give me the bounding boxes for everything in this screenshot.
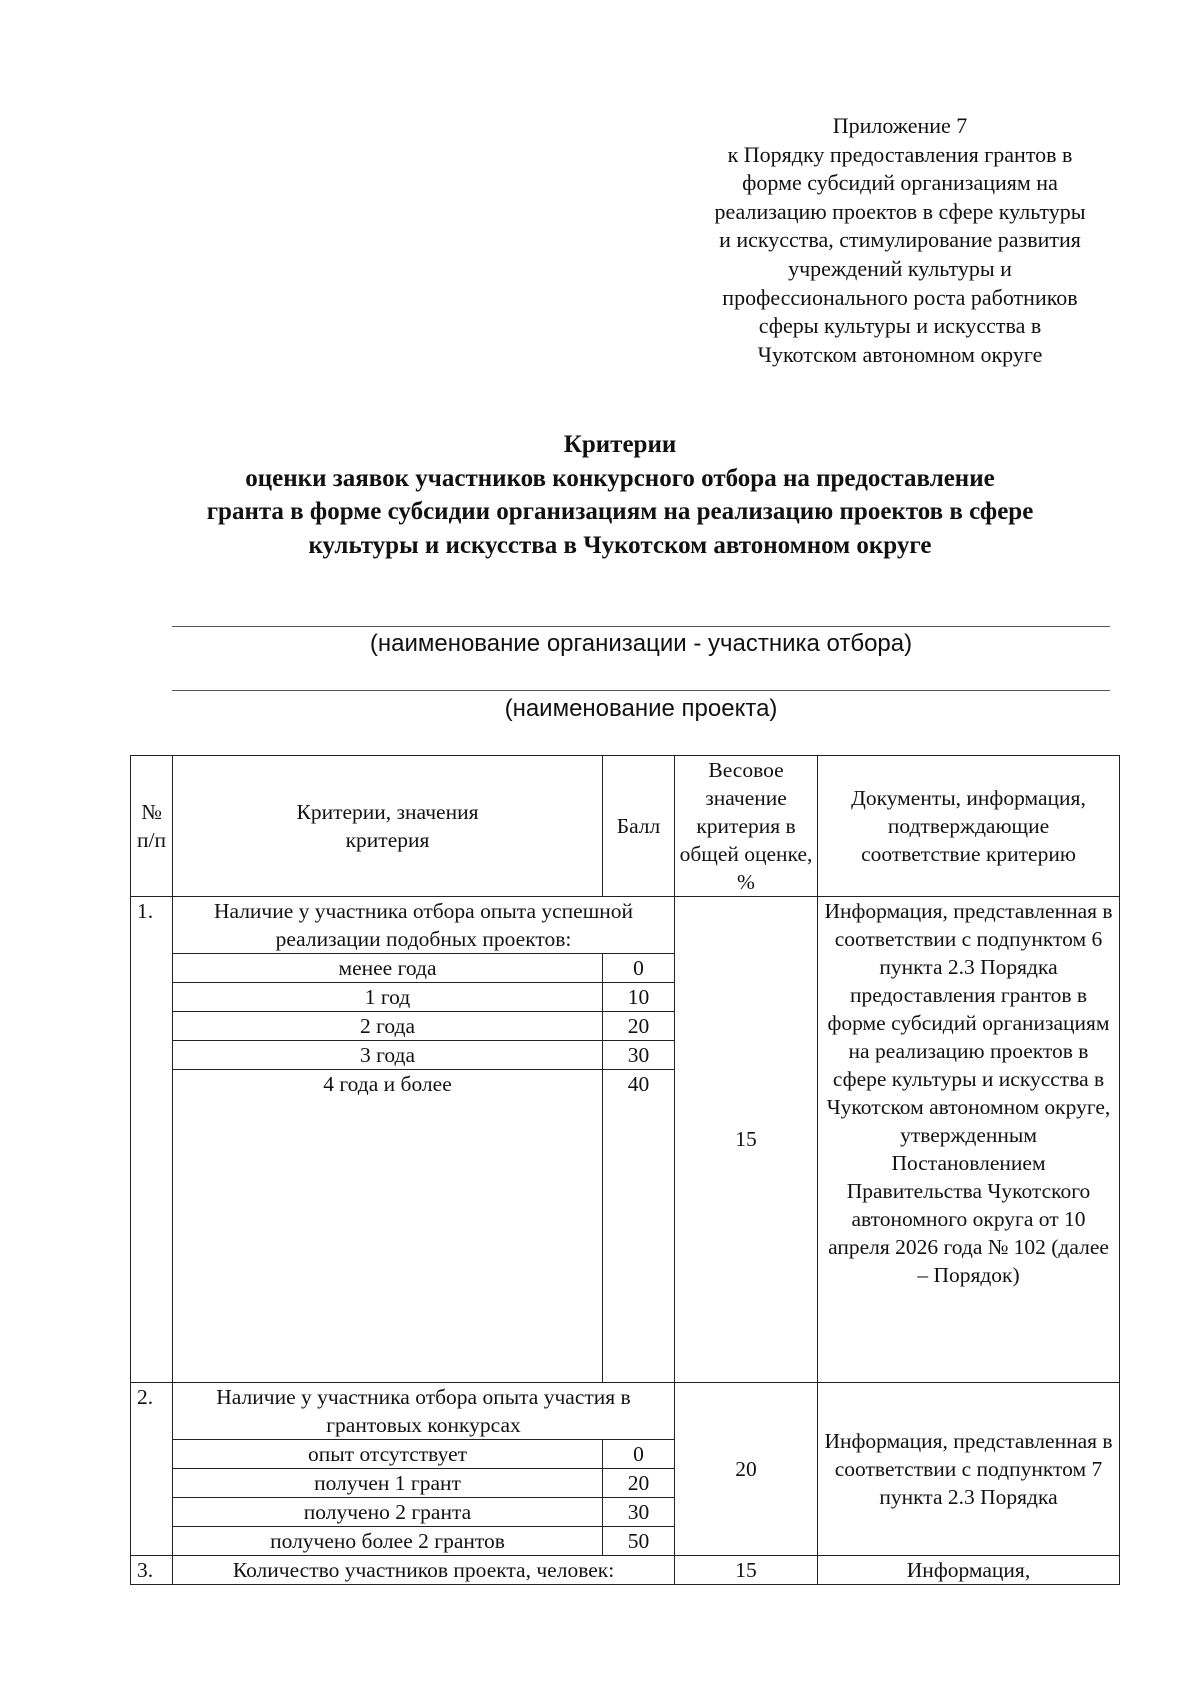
criterion-weight: 15 bbox=[675, 1555, 818, 1584]
option-label: менее года bbox=[173, 954, 603, 983]
option-score: 30 bbox=[603, 1497, 675, 1526]
option-score: 30 bbox=[603, 1041, 675, 1070]
appendix-line: профессионального роста работников bbox=[722, 284, 1078, 310]
option-score: 0 bbox=[603, 1439, 675, 1468]
criterion-documents: Информация, представленная в соответствии с подпунктом 6 пункта 2.3 Порядка предоставления грантов в форме субсидий организациям на реализацию проектов в сфере культуры и искусства в Чукотском автономном округе, утвержденным Постановлением Правительства Чукотского автономного округа от 10 апреля 2026 года № 102 (далее – Порядок) bbox=[818, 897, 1120, 1383]
criterion-weight: 20 bbox=[675, 1382, 818, 1555]
title-line: оценки заявок участников конкурсного отбора на предоставление bbox=[245, 464, 995, 492]
appendix-line: Чукотском автономном округе bbox=[757, 341, 1043, 367]
criterion-documents: Информация, bbox=[818, 1555, 1120, 1584]
criterion-title: Количество участников проекта, человек: bbox=[173, 1555, 675, 1584]
appendix-line: реализацию проектов в сфере культуры bbox=[714, 198, 1086, 224]
appendix-line: к Порядку предоставления грантов в bbox=[727, 141, 1073, 167]
title-line: культуры и искусства в Чукотском автономном округе bbox=[308, 531, 932, 559]
option-label: получен 1 грант bbox=[173, 1468, 603, 1497]
option-score: 0 bbox=[603, 954, 675, 983]
option-label-spacer bbox=[173, 1098, 603, 1382]
option-score: 20 bbox=[603, 1012, 675, 1041]
option-label: 2 года bbox=[173, 1012, 603, 1041]
appendix-line: учреждений культуры и bbox=[788, 255, 1012, 281]
appendix-line: сферы культуры и искусства в bbox=[758, 313, 1042, 339]
option-label: 1 год bbox=[173, 983, 603, 1012]
option-score: 50 bbox=[603, 1526, 675, 1555]
criterion-title: Наличие у участника отбора опыта успешной реализации подобных проектов: bbox=[173, 897, 675, 954]
criterion-documents: Информация, представленная в соответствии с подпунктом 7 пункта 2.3 Порядка bbox=[818, 1382, 1120, 1555]
row-number: 3. bbox=[131, 1555, 173, 1584]
table-row bbox=[131, 897, 1120, 954]
project-name-caption: (наименование проекта) bbox=[504, 695, 778, 722]
document-title bbox=[120, 428, 1120, 562]
option-label: получено 2 гранта bbox=[173, 1497, 603, 1526]
table-row bbox=[131, 1382, 1120, 1439]
project-name-line[interactable] bbox=[172, 690, 1110, 691]
table-header-row bbox=[131, 756, 1120, 897]
appendix-reference bbox=[680, 112, 1120, 369]
option-score: 20 bbox=[603, 1468, 675, 1497]
option-label: 4 года и более bbox=[173, 1070, 603, 1099]
option-score: 40 bbox=[603, 1070, 675, 1099]
criterion-weight: 15 bbox=[675, 897, 818, 1383]
option-score-spacer bbox=[603, 1098, 675, 1382]
header-number: № п/п bbox=[131, 756, 173, 897]
title-line: гранта в форме субсидии организациям на реализацию проектов в сфере bbox=[206, 498, 1034, 525]
appendix-line: и искусства, стимулирование развития bbox=[719, 227, 1081, 253]
criteria-table bbox=[130, 755, 1120, 1585]
option-label: получено более 2 грантов bbox=[173, 1526, 603, 1555]
option-score: 10 bbox=[603, 983, 675, 1012]
header-score: Балл bbox=[603, 756, 675, 897]
criterion-title: Наличие у участника отбора опыта участия в грантовых конкурсах bbox=[173, 1382, 675, 1439]
row-number: 2. bbox=[131, 1382, 173, 1555]
option-label: 3 года bbox=[173, 1041, 603, 1070]
header-weight: Весовое значение критерия в общей оценке, % bbox=[675, 756, 818, 897]
header-documents: Документы, информация, подтверждающие соответствие критерию bbox=[818, 756, 1120, 897]
header-criteria: Критерии, значения критерия bbox=[173, 756, 603, 897]
organization-name-caption: (наименование организации - участника отбора) bbox=[369, 630, 913, 657]
table-row bbox=[131, 1555, 1120, 1584]
appendix-line: форме субсидий организациям на bbox=[742, 170, 1058, 196]
row-number: 1. bbox=[131, 897, 173, 1383]
option-label: опыт отсутствует bbox=[173, 1439, 603, 1468]
appendix-line: Приложение 7 bbox=[832, 113, 968, 138]
organization-name-line[interactable] bbox=[172, 626, 1110, 627]
title-line: Критерии bbox=[563, 431, 677, 458]
